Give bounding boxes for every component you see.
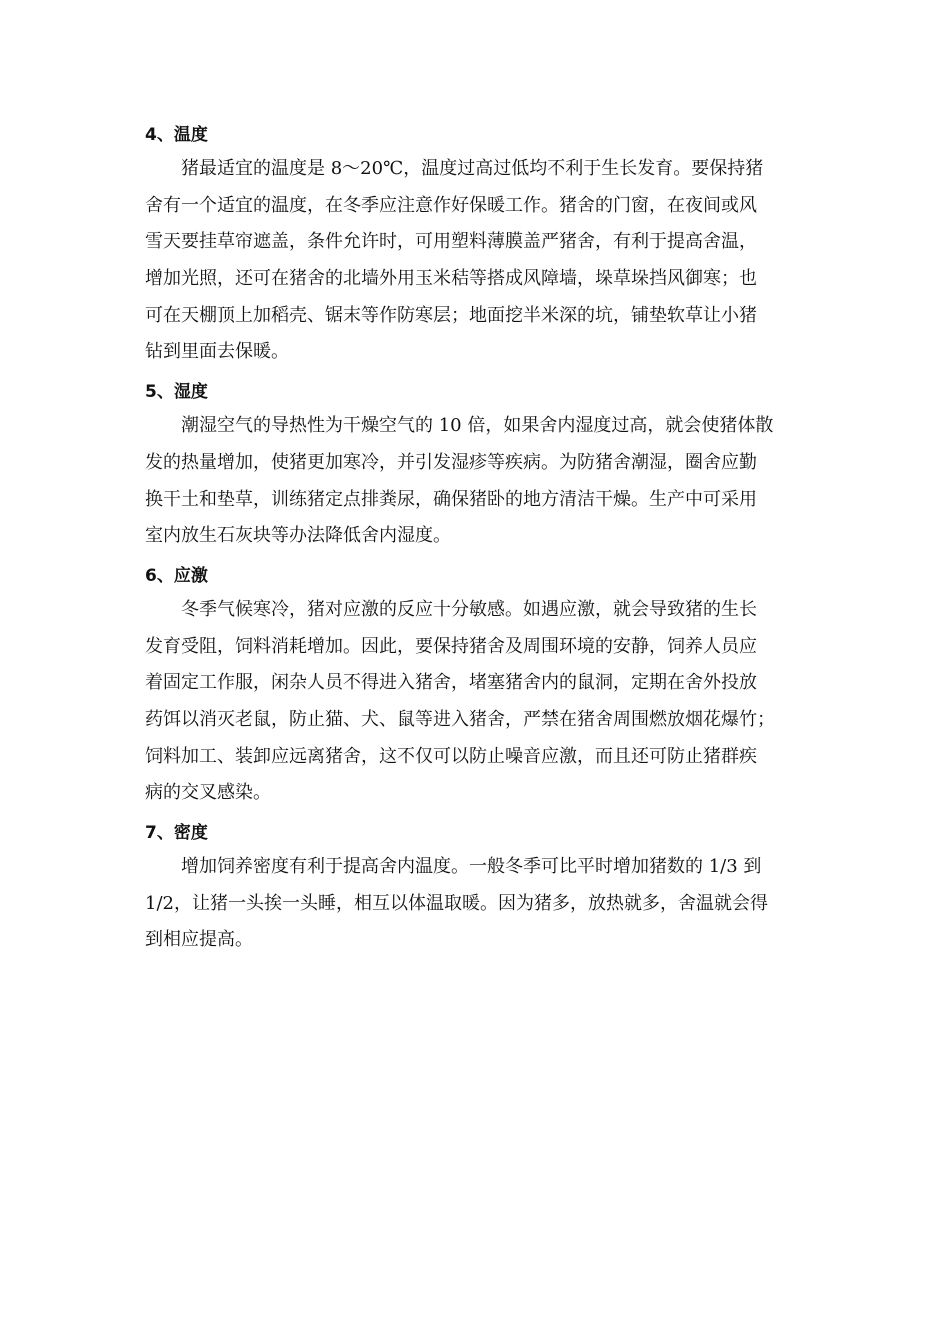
paragraph-line: 到相应提高。: [145, 929, 253, 951]
paragraph-line: 猪最适宜的温度是 8～20℃，温度过高过低均不利于生长发育。要保持猪: [181, 158, 764, 179]
paragraph-line: 发育受阻，饲料消耗增加。因此，要保持猪舍及周围环境的安静，饲养人员应: [145, 635, 757, 657]
section-stress: [145, 560, 805, 812]
section-density: [145, 817, 805, 959]
paragraph-line: 病的交叉感染。: [145, 782, 271, 804]
section-paragraph: [145, 151, 805, 371]
paragraph-line: 发的热量增加，使猪更加寒冷，并引发湿疹等疾病。为防猪舍潮湿，圈舍应勤: [145, 451, 757, 473]
section-heading: 6、应激: [145, 565, 208, 586]
section-humidity: [145, 376, 805, 555]
paragraph-line: 饲料加工、装卸应远离猪舍，这不仅可以防止噪音应激，而且还可防止猪群疾: [145, 745, 757, 767]
section-paragraph: [145, 592, 805, 812]
section-paragraph: [145, 408, 805, 555]
document-body: [145, 119, 805, 964]
section-heading: 4、温度: [145, 125, 208, 145]
paragraph-line: 药饵以消灭老鼠，防止猫、犬、鼠等进入猪舍，严禁在猪舍周围燃放烟花爆竹；: [145, 708, 775, 730]
paragraph-line: 换干土和垫草，训练猪定点排粪尿，确保猪卧的地方清洁干燥。生产中可采用: [145, 488, 757, 510]
paragraph-line: 1/2，让猪一头挨一头睡，相互以体温取暖。因为猪多，放热就多，舍温就会得: [145, 892, 768, 914]
paragraph-line: 冬季气候寒冷，猪对应激的反应十分敏感。如遇应激，就会导致猪的生长: [181, 598, 757, 620]
section-heading: 5、湿度: [145, 382, 208, 403]
paragraph-line: 室内放生石灰块等办法降低舍内湿度。: [145, 525, 451, 547]
paragraph-line: 增加光照，还可在猪舍的北墙外用玉米秸等搭成风障墙，垛草垛挡风御寒；也: [145, 268, 757, 290]
paragraph-line: 潮湿空气的导热性为干燥空气的 10 倍，如果舍内湿度过高，就会使猪体散: [181, 415, 774, 437]
section-paragraph: [145, 849, 805, 959]
paragraph-line: 可在天棚顶上加稻壳、锯末等作防寒层；地面挖半米深的坑，铺垫软草让小猪: [145, 304, 757, 326]
section-heading: 7、密度: [145, 823, 208, 843]
section-temperature: [145, 119, 805, 371]
paragraph-line: 雪天要挂草帘遮盖，条件允许时，可用塑料薄膜盖严猪舍，有利于提高舍温，: [145, 231, 757, 253]
paragraph-line: 钻到里面去保暖。: [145, 341, 289, 363]
paragraph-line: 舍有一个适宜的温度，在冬季应注意作好保暖工作。猪舍的门窗，在夜间或风: [145, 194, 757, 216]
paragraph-line: 着固定工作服，闲杂人员不得进入猪舍，堵塞猪舍内的鼠洞，定期在舍外投放: [145, 672, 757, 694]
paragraph-line: 增加饲养密度有利于提高舍内温度。一般冬季可比平时增加猪数的 1/3 到: [181, 856, 762, 877]
